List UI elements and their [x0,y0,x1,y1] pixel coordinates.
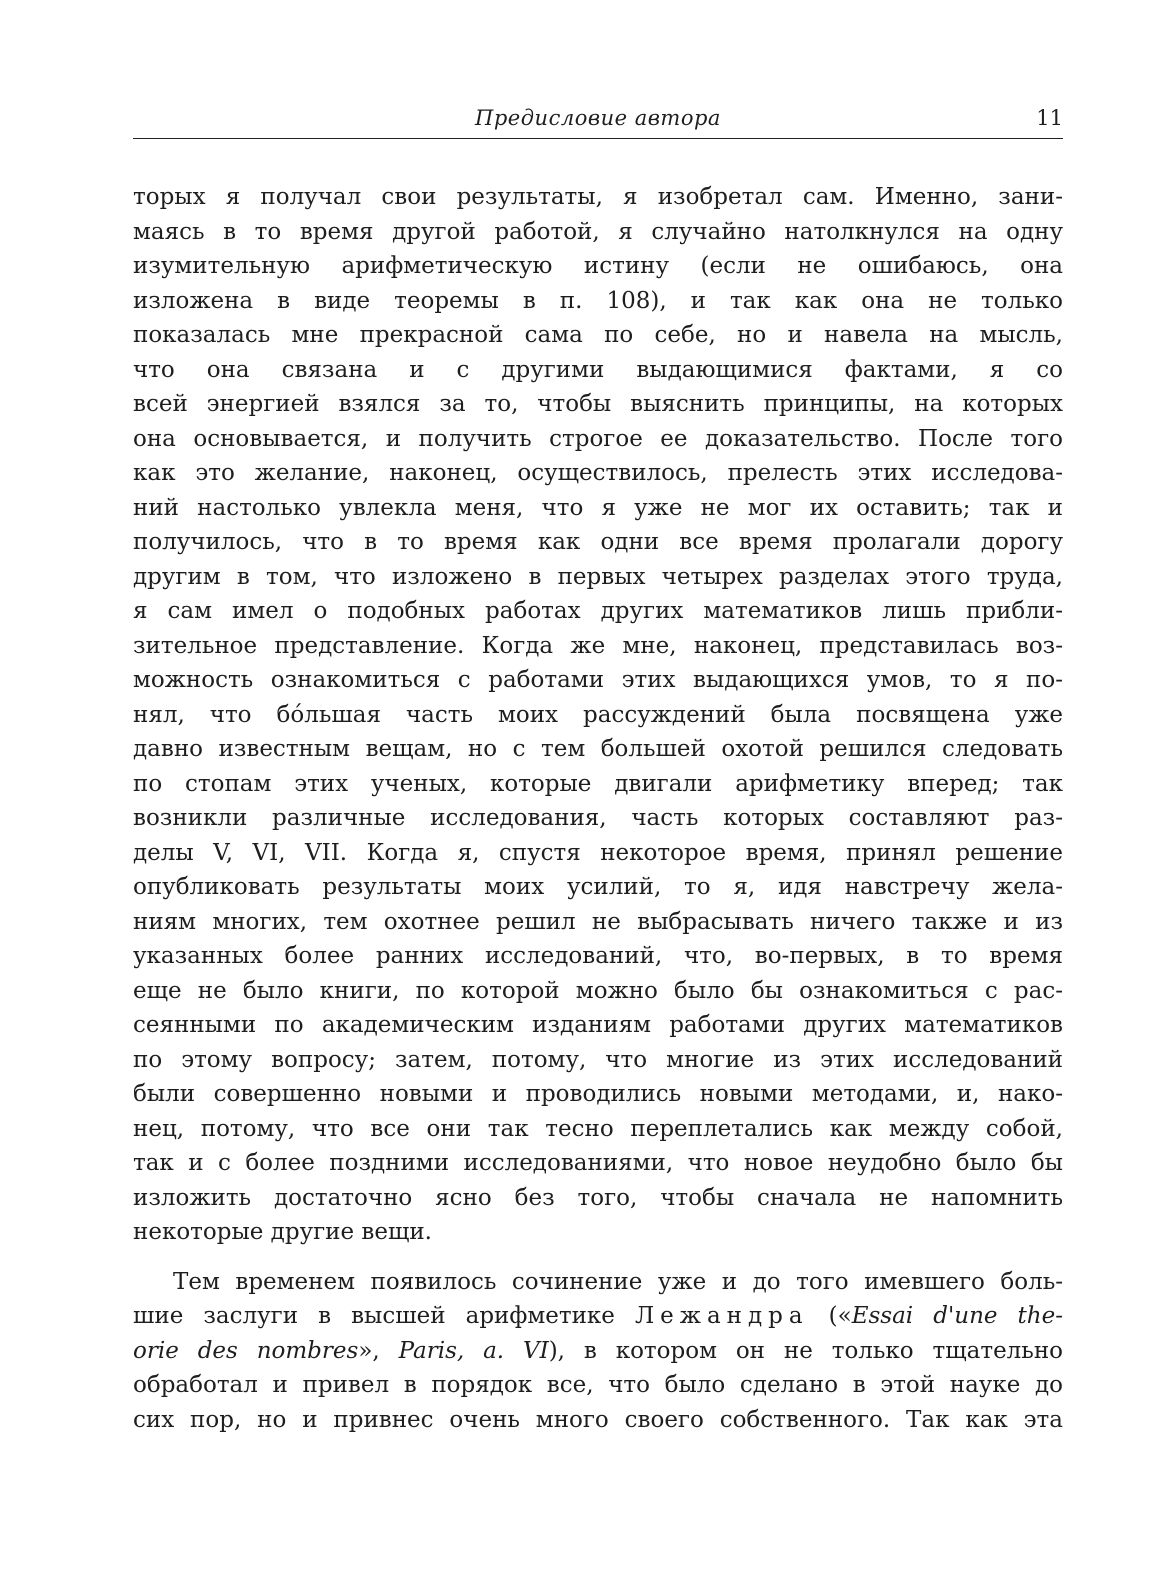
text-segment: ), в котором он не только тщательно [548,1337,1063,1364]
text-line: она основывается, и получить строгое ее доказательство. После того [133,425,1063,452]
book-title: orie des nombres [133,1337,359,1364]
text-line: делы V, VI, VII. Когда я, спустя некоторое время, принял решение [133,839,1063,866]
text-line: изложить достаточно ясно без того, чтобы сначала не напомнить [133,1184,1063,1211]
text-line: опубликовать результаты моих усилий, то я, идя навстречу жела- [133,874,1063,900]
publication-place: Paris, a. VI [398,1337,549,1364]
text-line: еще не было книги, по которой можно было бы ознакомиться с рас- [133,977,1063,1004]
text-line: были совершенно новыми и проводились новыми методами, и, нако- [133,1081,1063,1107]
text-line: нец, потому, что все они так тесно переплетались как между собой, [133,1115,1063,1142]
text-line: некоторые другие вещи. [133,1219,432,1245]
text-line: сеянными по академическим изданиям работами других математиков [133,1012,1063,1038]
text-segment: (« [808,1303,852,1329]
text-line: указанных более ранних исследований, что, во-первых, в то время [133,943,1063,969]
text-line: можность ознакомиться с работами этих выдающихся умов, то я по- [133,667,1063,693]
book-title: Essai d'une the- [851,1303,1063,1329]
text-line: по стопам этих ученых, которые двигали арифметику вперед; так [133,770,1063,797]
text-line: Тем временем появилось сочинение уже и до того имевшего боль- [173,1268,1063,1295]
text-line: нял, что бо́льшая часть моих рассуждений была посвящена уже [133,701,1063,728]
text-line: по этому вопросу; затем, потому, что многие из этих исследований [133,1046,1063,1073]
text-line: другим в том, что изложено в первых четырех разделах этого труда, [133,563,1063,590]
page-number: 11 [1036,106,1063,130]
text-line: ниям многих, тем охотнее решил не выбрасывать ничего также и из [133,908,1063,935]
text-line: торых я получал свои результаты, я изобретал сам. Именно, зани- [133,184,1063,210]
text-line [133,1334,1063,1369]
text-line: возникли различные исследования, часть которых составляют раз- [133,805,1063,831]
text-line: что она связана и с другими выдающимися фактами, я со [133,356,1063,383]
text-line: изумительную арифметическую истину (если не ошибаюсь, она [133,253,1063,279]
body-text [133,180,1063,1437]
text-line: так и с более поздними исследованиями, что новое неудобно было бы [133,1150,1063,1176]
text-line: я сам имел о подобных работах других математиков лишь прибли- [133,598,1063,624]
text-line: показалась мне прекрасной сама по себе, но и навела на мысль, [133,322,1063,348]
running-title: Предисловие автора [475,106,721,130]
text-line: всей энергией взялся за то, чтобы выяснить принципы, на которых [133,391,1063,417]
text-line: получилось, что в то время как одни все время пролагали дорогу [133,529,1063,555]
text-segment: шие заслуги в высшей арифметике [133,1303,635,1329]
text-line: изложена в виде теоремы в п. 108), и так как она не только [133,287,1063,314]
text-line: обработал и привел в порядок все, что было сделано в этой науке до [133,1372,1063,1398]
text-segment: », [358,1337,399,1364]
paragraph-1 [133,180,1063,1250]
text-line: зительное представление. Когда же мне, наконец, представилась воз- [133,632,1063,659]
text-line: ний настолько увлекла меня, что я уже не мог их оставить; так и [133,494,1063,521]
text-line: сих пор, но и привнес очень много своего собственного. Так как эта [133,1406,1063,1433]
text-line [133,1299,1063,1334]
paragraph-2 [133,1265,1063,1438]
text-line: маясь в то время другой работой, я случайно натолкнулся на одну [133,218,1063,245]
author-name: Лежандра [634,1303,809,1329]
text-line: давно известным вещам, но с тем большей охотой решился следовать [133,736,1063,762]
running-header [133,106,1063,139]
text-line: как это желание, наконец, осуществилось, прелесть этих исследова- [133,460,1063,486]
